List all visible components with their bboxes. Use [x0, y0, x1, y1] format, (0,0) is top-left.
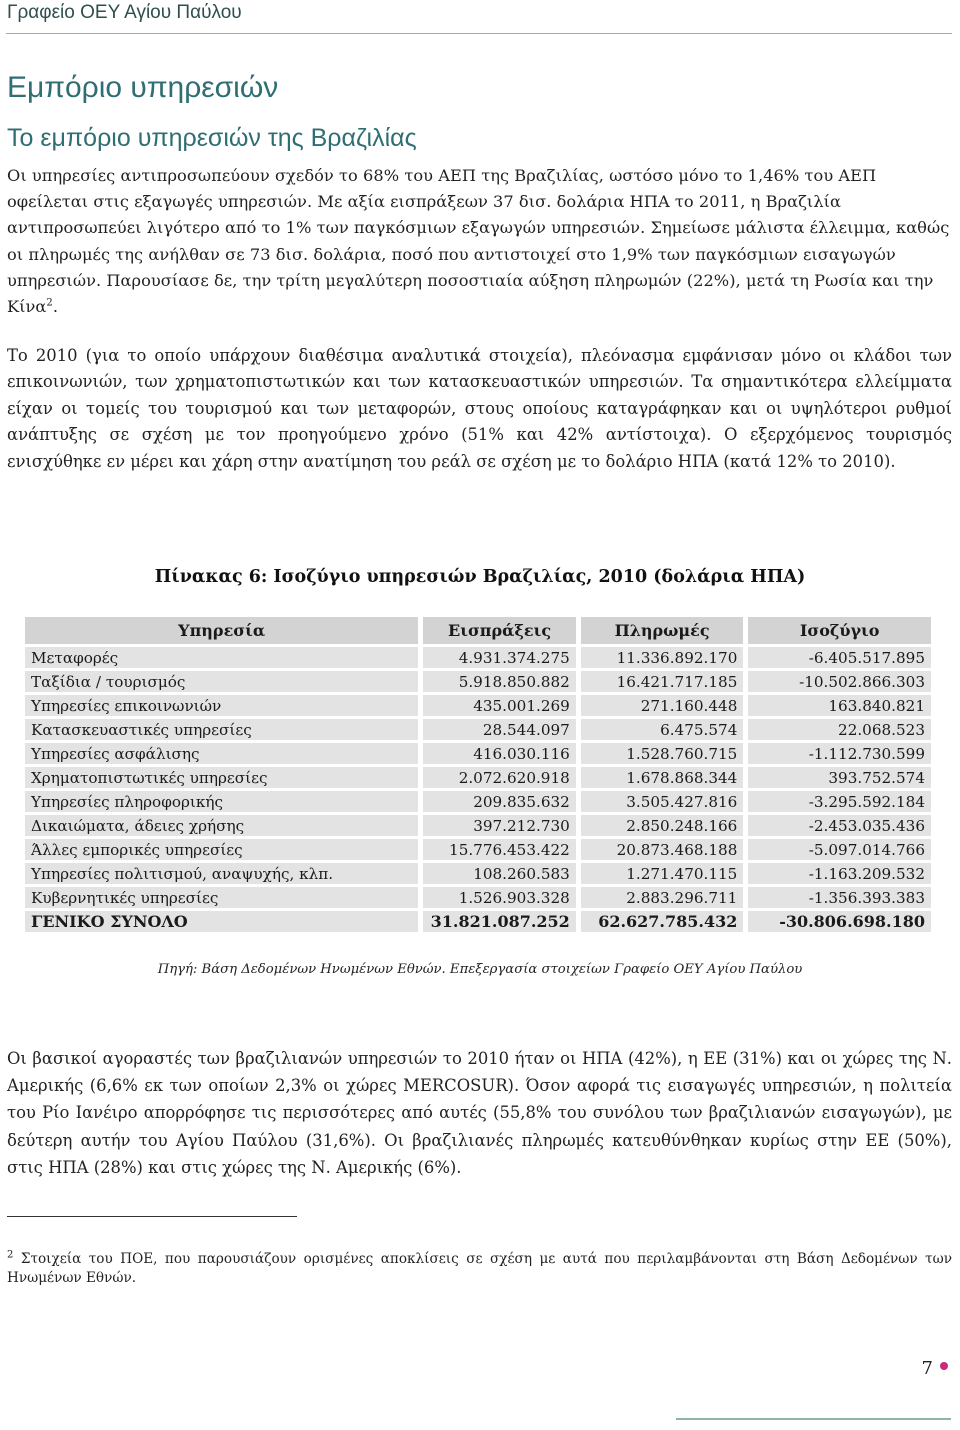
cell-balance: -6.405.517.895: [748, 647, 931, 668]
footnote-divider: [7, 1216, 297, 1217]
cell-balance: 163.840.821: [748, 695, 931, 716]
cell-service: Ταξίδια / τουρισμός: [25, 671, 418, 692]
paragraph-intro: [7, 163, 952, 320]
section-subtitle: Το εμπόριο υπηρεσιών της Βραζιλίας: [7, 124, 417, 152]
page-dot-icon: [940, 1362, 948, 1370]
page-number: 7: [921, 1358, 933, 1379]
cell-service: Χρηματοπιστωτικές υπηρεσίες: [25, 767, 418, 788]
paragraph-intro-text: Οι υπηρεσίες αντιπροσωπεύουν σχεδόν το 68% του ΑΕΠ της Βραζιλίας, ωστόσο μόνο το 1,46% του ΑΕΠ οφείλεται στις εξαγωγές υπηρεσιών. Με αξία εισπράξεων 37 δισ. δολάρια ΗΠΑ το 2011, η Βραζιλία αντιπροσωπεύει λιγότερο από το 1% των παγκόσμιων εξαγωγών υπηρεσιών. Σημείωσε μάλιστα έλλειμμα, καθώς οι πληρωμές της ανήλθαν σε 73 δισ. δολάρια, ποσό που αντιστοιχεί στο 1,9% των παγκόσμιων εισαγωγών υπηρεσιών. Παρουσίασε δε, την τρίτη μεγαλύτερη ποσοστιαία αύξηση πληρωμών (22%), μετά τη Ρωσία και την Κίνα: [7, 166, 950, 317]
cell-payments: 62.627.785.432: [581, 911, 744, 932]
footnote-ref[interactable]: 2: [46, 297, 53, 309]
cell-receipts: 28.544.097: [423, 719, 576, 740]
cell-balance: -5.097.014.766: [748, 839, 931, 860]
table-row: [25, 695, 931, 716]
table-source: Πηγή: Βάση Δεδομένων Ηνωμένων Εθνών. Επεξεργασία στοιχείων Γραφείο ΟΕΥ Αγίου Παύλου: [157, 962, 803, 977]
cell-balance: -10.502.866.303: [748, 671, 931, 692]
table-row: [25, 887, 931, 908]
cell-balance: -1.112.730.599: [748, 743, 931, 764]
cell-payments: 6.475.574: [581, 719, 744, 740]
cell-receipts: 397.212.730: [423, 815, 576, 836]
footnote-number: 2: [7, 1249, 14, 1261]
cell-receipts: 4.931.374.275: [423, 647, 576, 668]
cell-service: Κυβερνητικές υπηρεσίες: [25, 887, 418, 908]
table-row: [25, 815, 931, 836]
cell-service: Άλλες εμπορικές υπηρεσίες: [25, 839, 418, 860]
cell-payments: 2.883.296.711: [581, 887, 744, 908]
cell-payments: 20.873.468.188: [581, 839, 744, 860]
cell-payments: 2.850.248.166: [581, 815, 744, 836]
cell-payments: 1.271.470.115: [581, 863, 744, 884]
col-header-balance: Ισοζύγιο: [748, 617, 931, 644]
cell-receipts: 31.821.087.252: [423, 911, 576, 932]
cell-balance: -1.356.393.383: [748, 887, 931, 908]
cell-balance: 22.068.523: [748, 719, 931, 740]
table-title: Πίνακας 6: Ισοζύγιο υπηρεσιών Βραζιλίας, 2010 (δολάρια ΗΠΑ): [154, 567, 806, 587]
cell-payments: 271.160.448: [581, 695, 744, 716]
col-header-service: Υπηρεσία: [25, 617, 418, 644]
cell-payments: 1.528.760.715: [581, 743, 744, 764]
cell-payments: 11.336.892.170: [581, 647, 744, 668]
balance-table: [25, 614, 931, 935]
cell-receipts: 2.072.620.918: [423, 767, 576, 788]
table-row: [25, 863, 931, 884]
section-title: Εμπόριο υπηρεσιών: [7, 71, 279, 104]
cell-service: Υπηρεσίες ασφάλισης: [25, 743, 418, 764]
header-divider: [6, 33, 952, 34]
cell-payments: 16.421.717.185: [581, 671, 744, 692]
table-row: [25, 647, 931, 668]
cell-receipts: 15.776.453.422: [423, 839, 576, 860]
cell-service: Υπηρεσίες πληροφορικής: [25, 791, 418, 812]
table-total-row: [25, 911, 931, 932]
table-row: [25, 719, 931, 740]
footer-divider: [676, 1418, 951, 1420]
cell-balance: -1.163.209.532: [748, 863, 931, 884]
table-header-row: [25, 617, 931, 644]
cell-payments: 1.678.868.344: [581, 767, 744, 788]
cell-balance: -2.453.035.436: [748, 815, 931, 836]
paragraph-buyers: Οι βασικοί αγοραστές των βραζιλιανών υπηρεσιών το 2010 ήταν οι ΗΠΑ (42%), η ΕΕ (31%) και οι χώρες της Ν. Αμερικής (6,6% εκ των οποίων 2,3% οι χώρες MERCOSUR). Όσον αφορά τις εισαγωγές υπηρεσιών, η πολιτεία του Ρίο Ιανέιρο απορρόφησε τις περισσότερες από αυτές (55,8% του συνόλου των βραζιλιανών εισαγωγών), με δεύτερη αυτήν του Αγίου Παύλου (31,6%). Οι βραζιλιανές πληρωμές κατευθύνθηκαν κυρίως στην ΕΕ (50%), στις ΗΠΑ (28%) και στις χώρες της Ν. Αμερικής (6%).: [7, 1049, 952, 1177]
cell-service: Κατασκευαστικές υπηρεσίες: [25, 719, 418, 740]
cell-receipts: 209.835.632: [423, 791, 576, 812]
footnote-text: Στοιχεία του ΠΟΕ, που παρουσιάζουν ορισμένες αποκλίσεις σε σχέση με αυτά που περιλαμβάνονται στη Βάση Δεδομένων των Ηνωμένων Εθνών.: [7, 1251, 952, 1286]
cell-service: ΓΕΝΙΚΟ ΣΥΝΟΛΟ: [25, 911, 418, 932]
cell-balance: -30.806.698.180: [748, 911, 931, 932]
cell-balance: 393.752.574: [748, 767, 931, 788]
page-header-title: Γραφείο ΟΕΥ Αγίου Παύλου: [7, 2, 242, 23]
paragraph-2010: Το 2010 (για το οποίο υπάρχουν διαθέσιμα αναλυτικά στοιχεία), πλεόνασμα εμφάνισαν μόνο οι κλάδοι των επικοινωνιών, των χρηματοπιστωτικών και των κατασκευαστικών υπηρεσιών. Τα σημαντικότερα ελλείμματα είχαν οι τομείς του τουρισμού και των μεταφορών, στους οποίους καταγράφηκαν και οι υψηλότεροι ρυθμοί ανάπτυξης σε σχέση με τον προηγούμενο χρόνο (51% και 42% αντίστοιχα). Ο εξερχόμενος τουρισμός ενισχύθηκε εν μέρει και χάρη στην ανατίμηση του ρεάλ σε σχέση με το δολάριο ΗΠΑ (κατά 12% το 2010).: [7, 346, 952, 471]
table-row: [25, 767, 931, 788]
cell-receipts: 108.260.583: [423, 863, 576, 884]
cell-receipts: 5.918.850.882: [423, 671, 576, 692]
table-row: [25, 671, 931, 692]
cell-receipts: 1.526.903.328: [423, 887, 576, 908]
col-header-receipts: Εισπράξεις: [423, 617, 576, 644]
table-row: [25, 791, 931, 812]
paragraph-intro-end: .: [52, 297, 59, 317]
cell-receipts: 416.030.116: [423, 743, 576, 764]
cell-service: Δικαιώματα, άδειες χρήσης: [25, 815, 418, 836]
cell-service: Μεταφορές: [25, 647, 418, 668]
cell-balance: -3.295.592.184: [748, 791, 931, 812]
cell-service: Υπηρεσίες πολιτισμού, αναψυχής, κλπ.: [25, 863, 418, 884]
col-header-payments: Πληρωμές: [581, 617, 744, 644]
cell-receipts: 435.001.269: [423, 695, 576, 716]
footnote: [7, 1250, 952, 1288]
table-row: [25, 839, 931, 860]
cell-payments: 3.505.427.816: [581, 791, 744, 812]
table-row: [25, 743, 931, 764]
cell-service: Υπηρεσίες επικοινωνιών: [25, 695, 418, 716]
